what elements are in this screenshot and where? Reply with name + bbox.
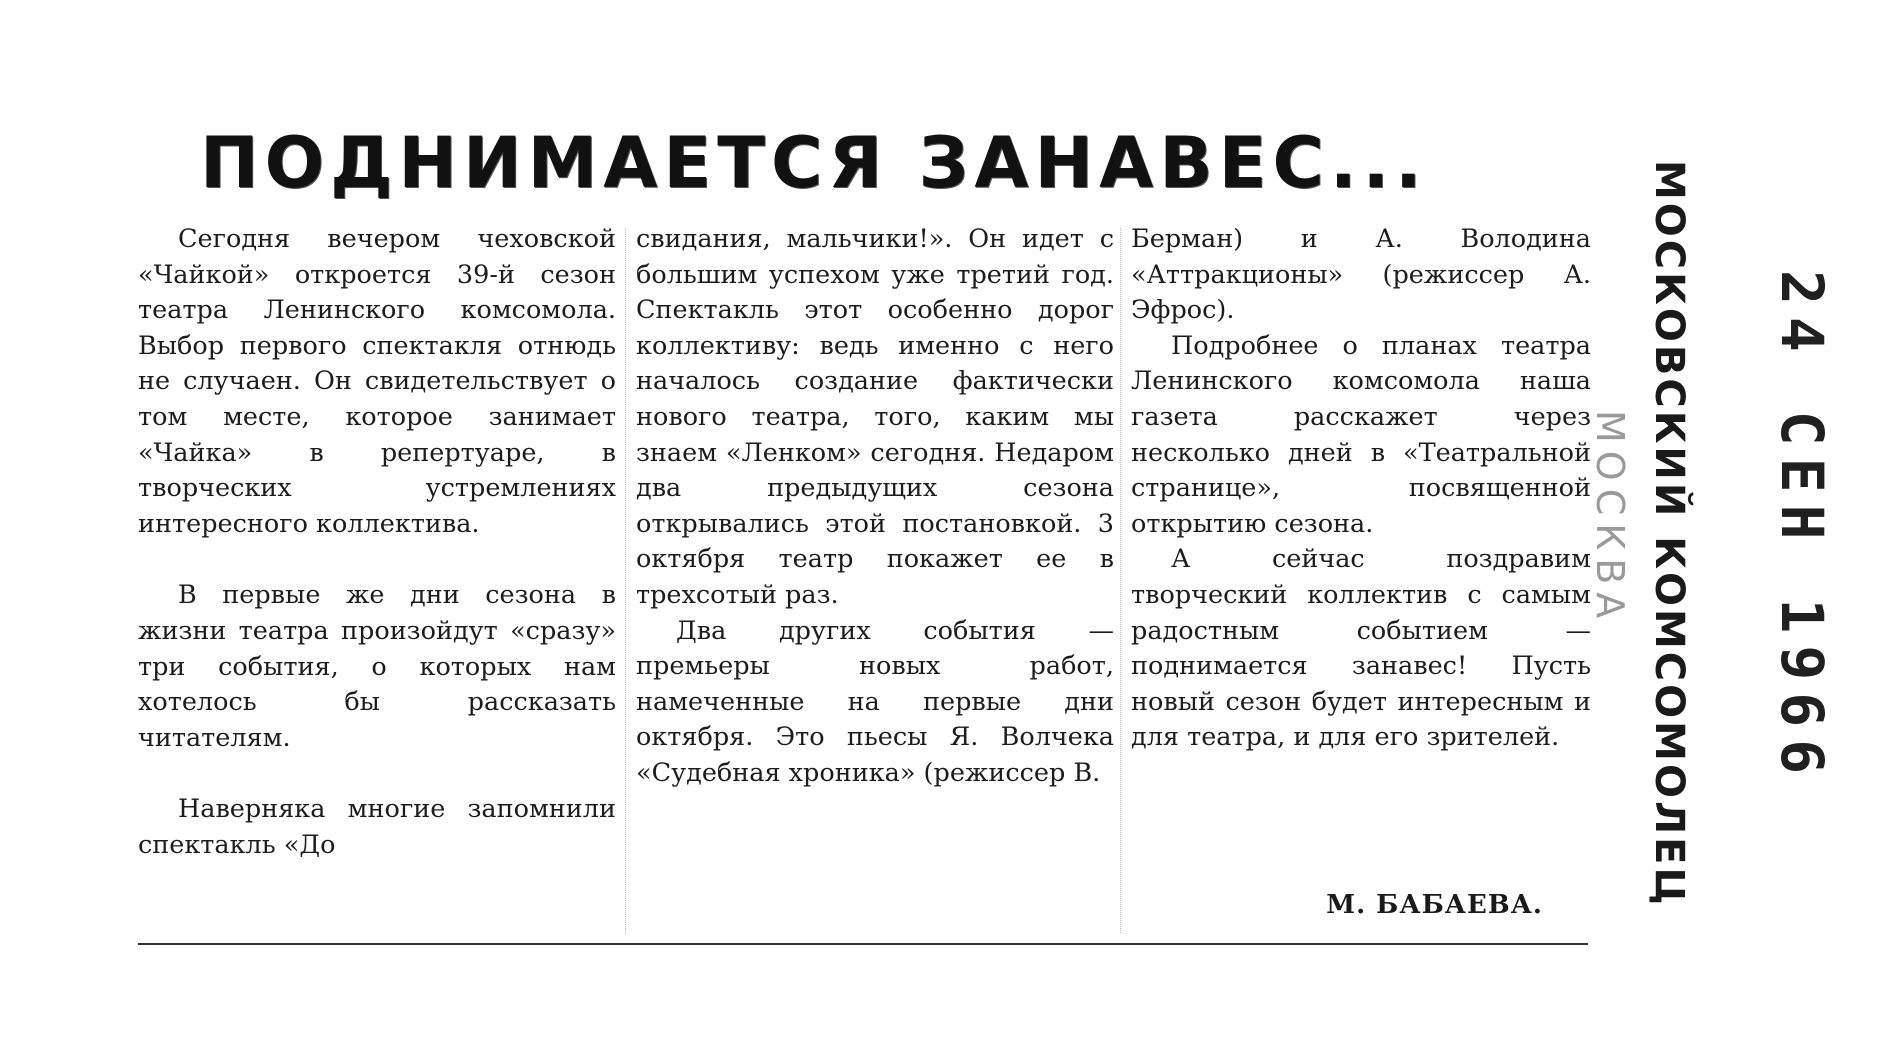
column-divider	[1120, 228, 1122, 933]
column-divider	[625, 228, 627, 933]
paragraph: А сейчас поздравим творческий коллектив с самым радостным событием — поднимается занавес! Пусть новый сезон будет интересным и для театра, и для его зрителей.	[1131, 544, 1591, 753]
paragraph: Сегодня вечером чеховской «Чайкой» откроется 39-й сезон театра Ленинского комсомола. Выбор первого спектакля отнюдь не случаен. Он свидетельствует о том месте, которое занимает «Чайка» в репертуаре, в творческих устремлениях интересного коллектива.	[138, 224, 616, 539]
article-column-3	[1131, 222, 1591, 756]
paragraph: Два других события — премьеры новых работ, намеченные на первые дни октября. Это пьесы Я. Волчека «Судебная хроника» (режиссер В.	[636, 615, 1114, 788]
article-column-2	[636, 222, 1114, 792]
paragraph: свидания, мальчики!». Он идет с большим успехом уже третий год. Спектакль этот особенно дорог коллективу: ведь именно с него началось создание фактически нового театра, того, каким мы знаем «Ленком» сегодня. Недаром два предыдущих сезона открывались этой постановкой. 3 октября театр покажет ее в трехсотый раз.	[636, 224, 1114, 610]
newspaper-masthead: МОСКОВСКИЙ КОМСОМОЛЕЦ	[1646, 160, 1692, 908]
article-column-1	[138, 222, 616, 864]
bottom-rule	[138, 943, 1588, 945]
paragraph: Подробнее о планах театра Ленинского комсомола наша газета расскажет через несколько дней в «Театральной странице», посвященной открытию сезона.	[1131, 330, 1591, 539]
paragraph: Наверняка многие запомнили спектакль «До	[138, 794, 616, 860]
paragraph: В первые же дни сезона в жизни театра произойдут «сразу» три события, о которых нам хотелось бы рассказать читателям.	[138, 580, 616, 753]
date-stamp: 24 СЕН 1966	[1768, 270, 1836, 787]
city-stamp: МОСКВА	[1588, 410, 1632, 627]
article-headline: ПОДНИМАЕТСЯ ЗАНАВЕС...	[200, 122, 1428, 204]
author-signature: М. БАБАЕВА.	[1326, 890, 1543, 920]
paragraph: Берман) и А. Володина «Аттракционы» (режиссер А. Эфрос).	[1131, 224, 1591, 326]
